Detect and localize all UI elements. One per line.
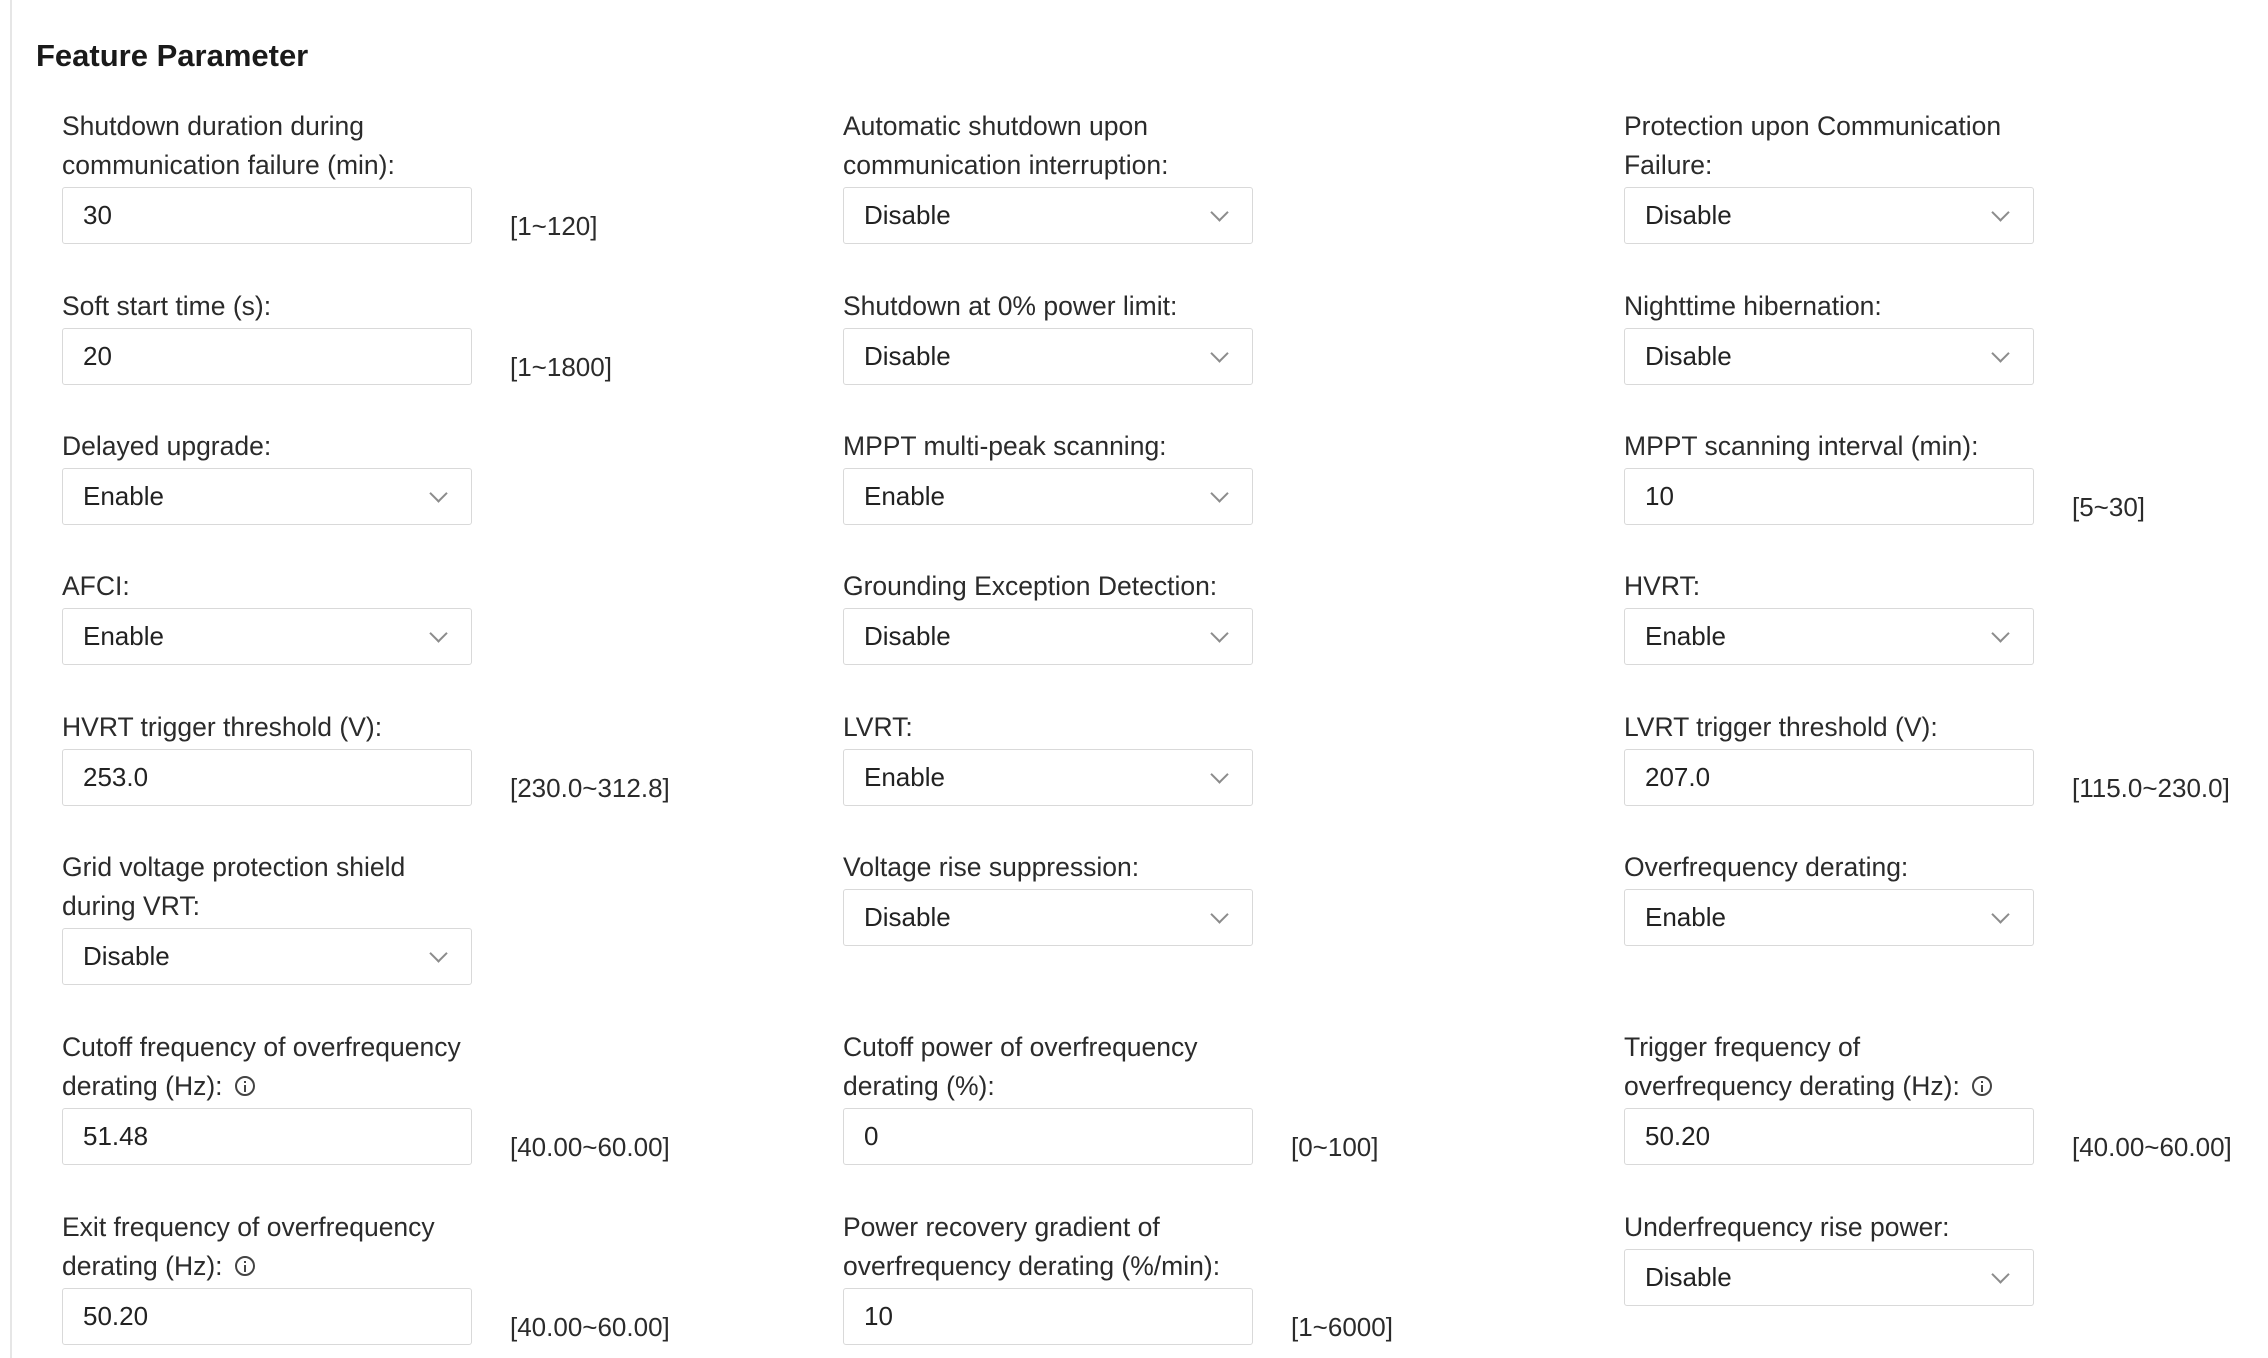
label-line: Delayed upgrade: <box>62 431 272 461</box>
label-line: HVRT trigger threshold (V): <box>62 712 383 742</box>
left-border <box>10 0 12 1358</box>
grounding-exception-selected-value: Disable <box>864 621 951 651</box>
nighttime-hibernation-select[interactable] <box>1624 328 2034 385</box>
label-line: Cutoff frequency of overfrequency <box>62 1032 461 1062</box>
cutoff-power-label <box>843 1028 1198 1106</box>
soft-start-time-range-hint: [1~1800] <box>510 352 612 382</box>
delayed-upgrade-select[interactable] <box>62 468 472 525</box>
lvrt-selected-value: Enable <box>864 762 945 792</box>
mppt-scan-interval-field[interactable] <box>1625 469 2033 524</box>
hvrt-trigger-field[interactable] <box>63 750 471 805</box>
label-line: derating (Hz): <box>62 1067 461 1106</box>
nighttime-hibernation-selected-value: Disable <box>1645 341 1732 371</box>
auto-shutdown-comm-label <box>843 107 1169 185</box>
afci-select[interactable] <box>62 608 472 665</box>
trigger-frequency-label <box>1624 1028 1992 1106</box>
shutdown-duration-label <box>62 107 395 185</box>
label-line: derating (%): <box>843 1071 995 1101</box>
overfrequency-derating-label <box>1624 848 1908 887</box>
label-line: Voltage rise suppression: <box>843 852 1140 882</box>
underfrequency-rise-selected-value: Disable <box>1645 1262 1732 1292</box>
power-recovery-gradient-input[interactable] <box>843 1288 1253 1345</box>
lvrt-label <box>843 708 913 747</box>
label-line: Automatic shutdown upon <box>843 111 1148 141</box>
chevron-down-icon <box>1991 905 2009 923</box>
shutdown-zero-power-label <box>843 287 1177 326</box>
delayed-upgrade-selected-value: Enable <box>83 481 164 511</box>
afci-label <box>62 567 130 606</box>
cutoff-frequency-label <box>62 1028 461 1106</box>
label-line: Grid voltage protection shield <box>62 852 406 882</box>
protection-comm-failure-selected-value: Disable <box>1645 200 1732 230</box>
afci-selected-value: Enable <box>83 621 164 651</box>
chevron-down-icon <box>429 944 447 962</box>
cutoff-frequency-input[interactable] <box>62 1108 472 1165</box>
cutoff-power-field[interactable] <box>844 1109 1252 1164</box>
label-line: MPPT scanning interval (min): <box>1624 431 1979 461</box>
exit-frequency-range-hint: [40.00~60.00] <box>510 1312 670 1342</box>
cutoff-power-input[interactable] <box>843 1108 1253 1165</box>
shutdown-duration-range-hint: [1~120] <box>510 211 598 241</box>
grid-voltage-shield-select[interactable] <box>62 928 472 985</box>
label-line: Power recovery gradient of <box>843 1212 1160 1242</box>
label-line: Nighttime hibernation: <box>1624 291 1882 321</box>
label-line: Protection upon Communication <box>1624 111 2002 141</box>
grid-voltage-shield-label <box>62 848 405 926</box>
label-line: communication failure (min): <box>62 150 395 180</box>
mppt-multi-peak-selected-value: Enable <box>864 481 945 511</box>
hvrt-trigger-input[interactable] <box>62 749 472 806</box>
info-icon[interactable] <box>235 1076 255 1096</box>
chevron-down-icon <box>1210 905 1228 923</box>
chevron-down-icon <box>1210 484 1228 502</box>
label-line: Soft start time (s): <box>62 291 272 321</box>
overfrequency-derating-select[interactable] <box>1624 889 2034 946</box>
label-line: Exit frequency of overfrequency <box>62 1212 435 1242</box>
delayed-upgrade-label <box>62 427 271 466</box>
mppt-scan-interval-range-hint: [5~30] <box>2072 492 2146 522</box>
chevron-down-icon <box>1210 344 1228 362</box>
grounding-exception-label <box>843 567 1217 606</box>
mppt-multi-peak-label <box>843 427 1167 466</box>
label-line: Trigger frequency of <box>1624 1032 1861 1062</box>
label-line: Grounding Exception Detection: <box>843 571 1218 601</box>
underfrequency-rise-label <box>1624 1208 1950 1247</box>
label-line: Shutdown at 0% power limit: <box>843 291 1178 321</box>
chevron-down-icon <box>429 484 447 502</box>
trigger-frequency-range-hint: [40.00~60.00] <box>2072 1132 2232 1162</box>
mppt-multi-peak-select[interactable] <box>843 468 1253 525</box>
mppt-scan-interval-label <box>1624 427 1978 466</box>
grounding-exception-select[interactable] <box>843 608 1253 665</box>
exit-frequency-label <box>62 1208 435 1286</box>
label-line: during VRT: <box>62 891 200 921</box>
chevron-down-icon <box>1210 624 1228 642</box>
trigger-frequency-field[interactable] <box>1625 1109 2033 1164</box>
cutoff-power-range-hint: [0~100] <box>1291 1132 1379 1162</box>
label-line: derating (Hz): <box>62 1247 435 1286</box>
auto-shutdown-comm-select[interactable] <box>843 187 1253 244</box>
hvrt-trigger-label <box>62 708 382 747</box>
label-line: LVRT trigger threshold (V): <box>1624 712 1938 742</box>
hvrt-selected-value: Enable <box>1645 621 1726 651</box>
label-line: AFCI: <box>62 571 130 601</box>
label-line: Shutdown duration during <box>62 111 365 141</box>
chevron-down-icon <box>1991 624 2009 642</box>
label-line: overfrequency derating (%/min): <box>843 1251 1221 1281</box>
mppt-scan-interval-input[interactable] <box>1624 468 2034 525</box>
chevron-down-icon <box>1991 203 2009 221</box>
exit-frequency-field[interactable] <box>63 1289 471 1344</box>
shutdown-zero-power-selected-value: Disable <box>864 341 951 371</box>
exit-frequency-input[interactable] <box>62 1288 472 1345</box>
shutdown-duration-field[interactable] <box>63 188 471 243</box>
power-recovery-gradient-field[interactable] <box>844 1289 1252 1344</box>
label-line: communication interruption: <box>843 150 1169 180</box>
label-line: overfrequency derating (Hz): <box>1624 1067 1992 1106</box>
section-title: Feature Parameter <box>36 38 309 73</box>
hvrt-select[interactable] <box>1624 608 2034 665</box>
chevron-down-icon <box>1991 344 2009 362</box>
lvrt-select[interactable] <box>843 749 1253 806</box>
label-line: Overfrequency derating: <box>1624 852 1909 882</box>
label-line: HVRT: <box>1624 571 1701 601</box>
overfrequency-derating-selected-value: Enable <box>1645 902 1726 932</box>
lvrt-trigger-input[interactable] <box>1624 749 2034 806</box>
info-icon[interactable] <box>1972 1076 1992 1096</box>
label-line: LVRT: <box>843 712 913 742</box>
label-line: Underfrequency rise power: <box>1624 1212 1950 1242</box>
shutdown-zero-power-select[interactable] <box>843 328 1253 385</box>
label-line: MPPT multi-peak scanning: <box>843 431 1167 461</box>
chevron-down-icon <box>1210 765 1228 783</box>
chevron-down-icon <box>1210 203 1228 221</box>
power-recovery-gradient-range-hint: [1~6000] <box>1291 1312 1393 1342</box>
cutoff-frequency-field[interactable] <box>63 1109 471 1164</box>
chevron-down-icon <box>429 624 447 642</box>
label-line: Cutoff power of overfrequency <box>843 1032 1198 1062</box>
protection-comm-failure-select[interactable] <box>1624 187 2034 244</box>
soft-start-time-input[interactable] <box>62 328 472 385</box>
info-icon[interactable] <box>235 1256 255 1276</box>
lvrt-trigger-range-hint: [115.0~230.0] <box>2072 773 2230 803</box>
trigger-frequency-input[interactable] <box>1624 1108 2034 1165</box>
lvrt-trigger-field[interactable] <box>1625 750 2033 805</box>
voltage-rise-suppression-label <box>843 848 1139 887</box>
soft-start-time-label <box>62 287 271 326</box>
grid-voltage-shield-selected-value: Disable <box>83 941 170 971</box>
underfrequency-rise-select[interactable] <box>1624 1249 2034 1306</box>
auto-shutdown-comm-selected-value: Disable <box>864 200 951 230</box>
lvrt-trigger-label <box>1624 708 1938 747</box>
nighttime-hibernation-label <box>1624 287 1882 326</box>
cutoff-frequency-range-hint: [40.00~60.00] <box>510 1132 670 1162</box>
chevron-down-icon <box>1991 1265 2009 1283</box>
hvrt-trigger-range-hint: [230.0~312.8] <box>510 773 670 803</box>
hvrt-label <box>1624 567 1700 606</box>
power-recovery-gradient-label <box>843 1208 1220 1286</box>
shutdown-duration-input[interactable] <box>62 187 472 244</box>
protection-comm-failure-label <box>1624 107 2001 185</box>
soft-start-time-field[interactable] <box>63 329 471 384</box>
voltage-rise-suppression-selected-value: Disable <box>864 902 951 932</box>
voltage-rise-suppression-select[interactable] <box>843 889 1253 946</box>
label-line: Failure: <box>1624 150 1713 180</box>
